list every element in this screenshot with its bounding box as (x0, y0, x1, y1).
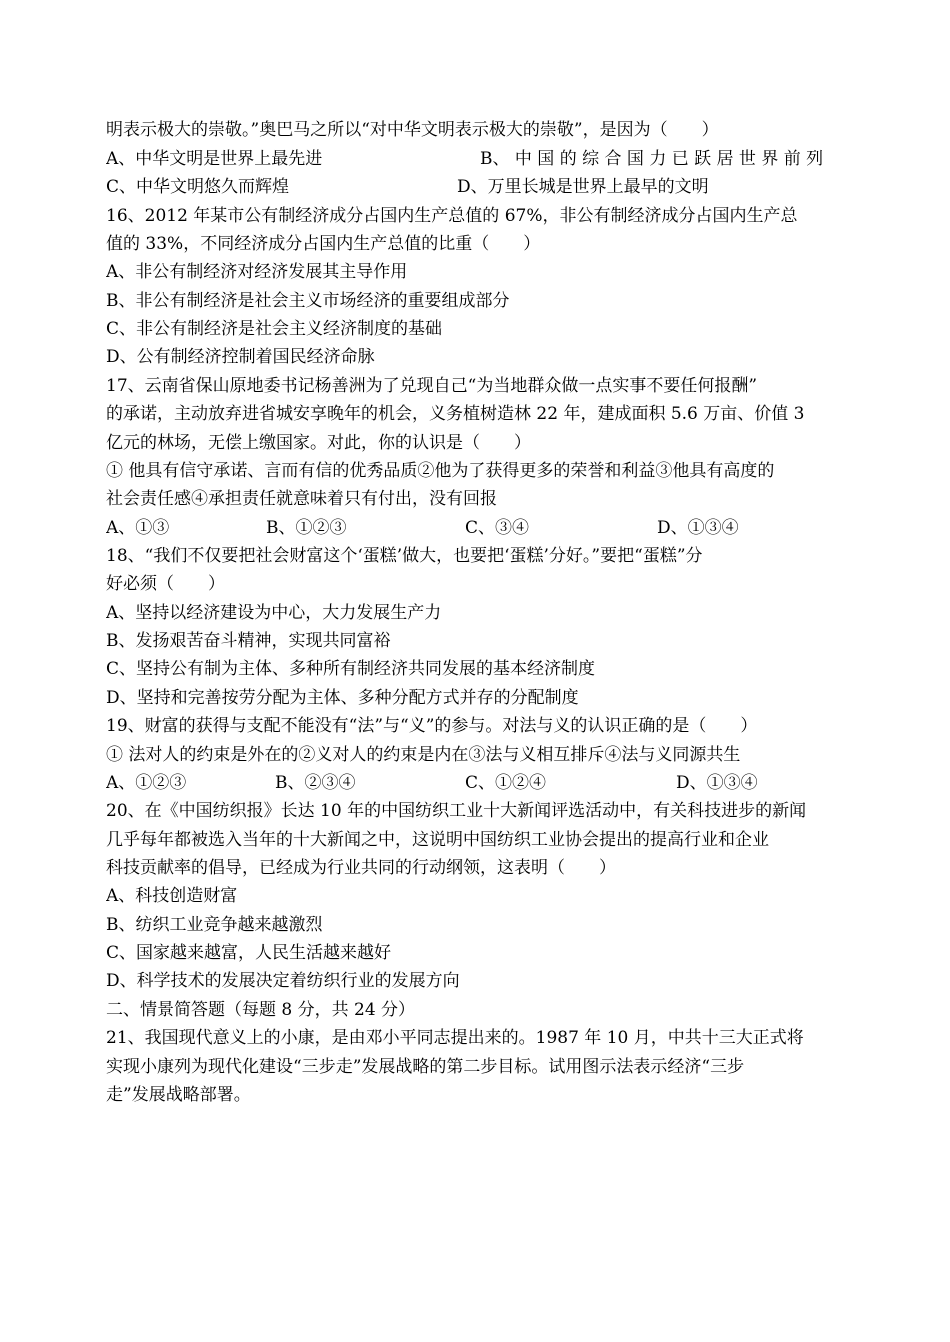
q15-option-c: C、中华文明悠久而辉煌 (106, 177, 290, 197)
q17-option-a: A、①③ (106, 518, 170, 538)
q17-stem-line-3: 亿元的林场，无偿上缴国家。对此，你的认识是（ ） (106, 433, 531, 453)
q21-stem-line-1: 21、我国现代意义上的小康，是由邓小平同志提出来的。1987 年 10 月，中共十三大正式将 (106, 1028, 804, 1048)
q15-stem: 明表示极大的崇敬。”奥巴马之所以“对中华文明表示极大的崇敬”，是因为（ ） (106, 120, 719, 140)
q17-stem-line-5: 社会责任感④承担责任就意味着只有付出，没有回报 (106, 489, 497, 509)
q16-stem-line-2: 值的 33%，不同经济成分占国内生产总值的比重（ ） (106, 234, 541, 254)
q19-option-b: B、②③④ (275, 773, 356, 793)
q19-options-row (106, 770, 850, 796)
q19-option-d: D、①③④ (676, 773, 758, 793)
q19-option-c: C、①②④ (465, 773, 547, 793)
q18-stem-line-2: 好必须（ ） (106, 574, 225, 594)
q16-option-c: C、非公有制经济是社会主义经济制度的基础 (106, 319, 443, 339)
q18-option-c: C、坚持公有制为主体、多种所有制经济共同发展的基本经济制度 (106, 659, 596, 679)
q18-option-b: B、发扬艰苦奋斗精神，实现共同富裕 (106, 631, 391, 651)
section-2-heading: 二、情景简答题（每题 8 分，共 24 分） (106, 1000, 416, 1020)
q20-option-a: A、科技创造财富 (106, 886, 238, 906)
q20-option-b: B、纺织工业竞争越来越激烈 (106, 915, 323, 935)
q19-stem-line-1: 19、财富的获得与支配不能没有“法”与“义”的参与。对法与义的认识正确的是（ ） (106, 716, 758, 736)
q16-option-a: A、非公有制经济对经济发展其主导作用 (106, 262, 408, 282)
q17-options-row (106, 515, 850, 541)
q20-option-d: D、科学技术的发展决定着纺织行业的发展方向 (106, 971, 460, 991)
q17-option-d: D、①③④ (657, 518, 739, 538)
q16-option-d: D、公有制经济控制着国民经济命脉 (106, 347, 375, 367)
q21-stem-line-2: 实现小康列为现代化建设“三步走”发展战略的第二步目标。试用图示法表示经济“三步 (106, 1057, 745, 1077)
q16-option-b: B、非公有制经济是社会主义市场经济的重要组成部分 (106, 291, 510, 311)
q20-stem-line-3: 科技贡献率的倡导，已经成为行业共同的行动纲领，这表明（ ） (106, 858, 616, 878)
q21-stem-line-3: 走”发展战略部署。 (106, 1085, 251, 1105)
q20-stem-line-2: 几乎每年都被选入当年的十大新闻之中，这说明中国纺织工业协会提出的提高行业和企业 (106, 830, 769, 850)
q17-option-c: C、③④ (465, 518, 530, 538)
q15-option-a: A、中华文明是世界上最先进 (106, 149, 323, 169)
q20-option-c: C、国家越来越富，人民生活越来越好 (106, 943, 392, 963)
q15-options-row-1 (106, 146, 850, 172)
q16-stem-line-1: 16、2012 年某市公有制经济成分占国内生产总值的 67%，非公有制经济成分占国内生产总 (106, 206, 798, 226)
q17-stem-line-1: 17、云南省保山原地委书记杨善洲为了兑现自己“为当地群众做一点实事不要任何报酬” (106, 376, 758, 396)
q17-stem-line-2: 的承诺，主动放弃进省城安享晚年的机会，义务植树造林 22 年，建成面积 5.6 万亩、价值 3 (106, 404, 805, 424)
q17-stem-line-4: ① 他具有信守承诺、言而有信的优秀品质②他为了获得更多的荣誉和利益③他具有高度的 (106, 461, 775, 481)
q15-options-row-2 (106, 174, 850, 200)
q18-option-d: D、坚持和完善按劳分配为主体、多种分配方式并存的分配制度 (106, 688, 579, 708)
q20-stem-line-1: 20、在《中国纺织报》长达 10 年的中国纺织工业十大新闻评选活动中，有关科技进步的新闻 (106, 801, 807, 821)
q17-option-b: B、①②③ (266, 518, 347, 538)
q18-stem-line-1: 18、“我们不仅要把社会财富这个‘蛋糕’做大，也要把‘蛋糕’分好。”要把“蛋糕”分 (106, 546, 703, 566)
q15-option-b: B、 中 国 的 综 合 国 力 已 跃 居 世 界 前 列 (480, 149, 824, 169)
q15-option-d: D、万里长城是世界上最早的文明 (457, 177, 709, 197)
q19-option-a: A、①②③ (106, 773, 187, 793)
q19-stem-line-2: ① 法对人的约束是外在的②义对人的约束是内在③法与义相互排斥④法与义同源共生 (106, 745, 741, 765)
q18-option-a: A、坚持以经济建设为中心，大力发展生产力 (106, 603, 442, 623)
